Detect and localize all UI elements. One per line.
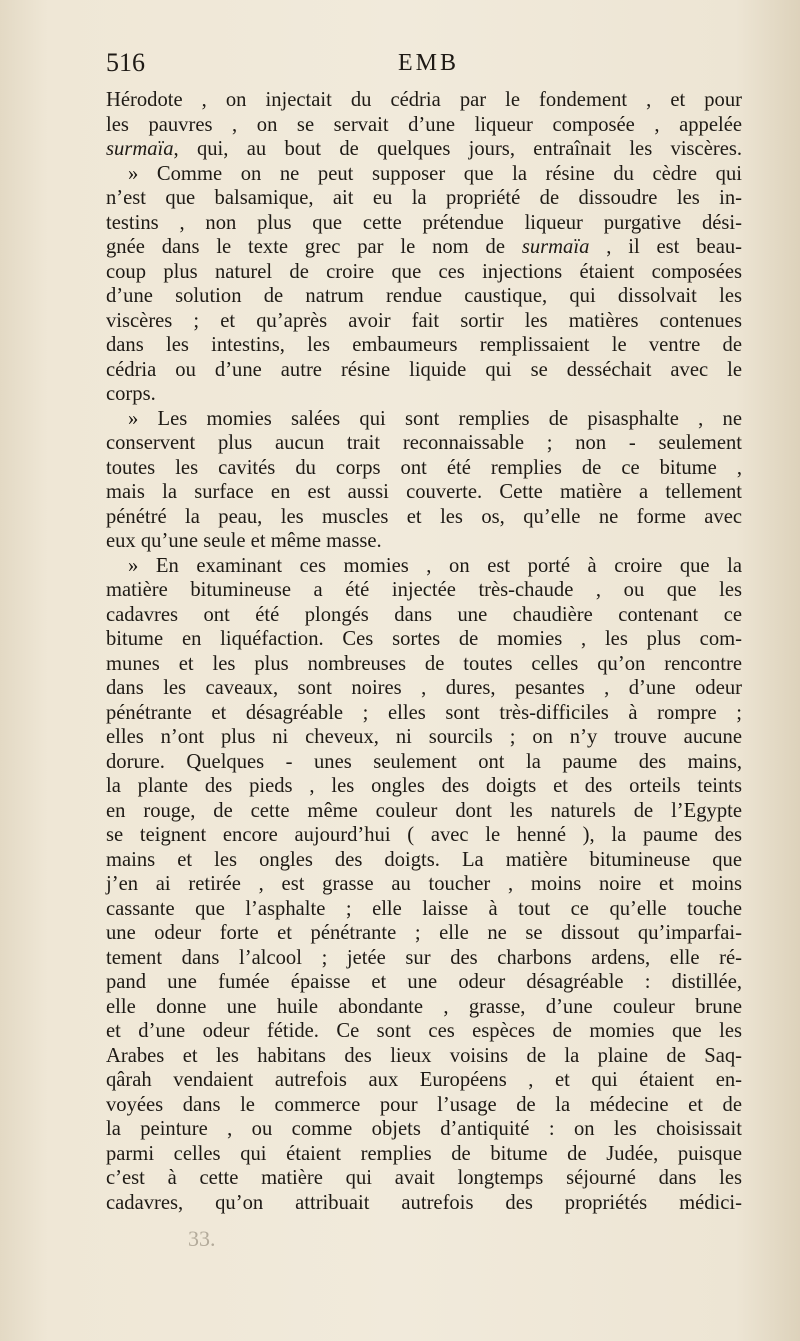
- text-line: voyées dans le commerce pour l’usage de la médecine et de: [106, 1093, 742, 1116]
- paragraph-end: corps.: [106, 383, 156, 405]
- text-line: mais la surface en est aussi couverte. Cette matière a tellement: [106, 481, 742, 503]
- text-line: Arabes et les habitans des lieux voisins de la plaine de Saq-: [106, 1044, 742, 1067]
- text-line: d’une solution de natrum rendue caustique, qui dissolvait les: [106, 285, 742, 307]
- text-line: conservent plus aucun trait reconnaissable ; non - seulement: [106, 432, 742, 454]
- text-line: tement dans l’alcool ; jetée sur des charbons ardens, elle ré-: [106, 946, 742, 969]
- text-line: coup plus naturel de croire que ces injections étaient composées: [106, 260, 742, 283]
- text-line: surmaïa, qui, au bout de quelques jours, entraînait les viscères.: [106, 138, 742, 160]
- text-line: la plante des pieds , les ongles des doigts et des orteils teints: [106, 775, 742, 797]
- text-line: c’est à cette matière qui avait longtemps séjourné dans les: [106, 1167, 742, 1189]
- text-line: mains et les ongles des doigts. La matière bitumineuse que: [106, 848, 742, 871]
- text-line: une odeur forte et pénétrante ; elle ne se dissout qu’imparfai-: [106, 922, 742, 944]
- text-line: les pauvres , on se servait d’une liqueur composée , appelée: [106, 113, 742, 136]
- text-line: toutes les cavités du corps ont été remplies de ce bitume ,: [106, 456, 742, 479]
- text-line: j’en ai retirée , est grasse au toucher , moins noire et moins: [106, 873, 742, 895]
- text-line: se teignent encore aujourd’hui ( avec le henné ), la paume des: [106, 824, 742, 846]
- text-line: pénétré la peau, les muscles et les os, qu’elle ne forme avec: [106, 505, 742, 528]
- text-line: dorure. Quelques - unes seulement ont la paume des mains,: [106, 750, 742, 773]
- text-line: n’est que balsamique, ait eu la propriété de dissoudre les in-: [106, 187, 742, 209]
- paragraph-end: eux qu’une seule et même masse.: [106, 530, 382, 552]
- text-line: testins , non plus que cette prétendue liqueur purgative dési-: [106, 211, 742, 234]
- text-line: cassante que l’asphalte ; elle laisse à tout ce qu’elle touche: [106, 897, 742, 920]
- text-line: elles n’ont plus ni cheveux, ni sourcils ; on n’y trouve aucune: [106, 726, 742, 748]
- text-line: matière bitumineuse a été injectée très-chaude , ou que les: [106, 579, 742, 601]
- page-header: [106, 48, 742, 84]
- text-line: dans les caveaux, sont noires , dures, pesantes , d’une odeur: [106, 677, 742, 699]
- text-line: cadavres ont été plongés dans une chaudière contenant ce: [106, 603, 742, 626]
- paragraph-start: » Comme on ne peut supposer que la résine du cèdre qui: [128, 162, 742, 185]
- text-line: parmi celles qui étaient remplies de bitume de Judée, puisque: [106, 1142, 742, 1165]
- text-line: viscères ; et qu’après avoir fait sortir les matières contenues: [106, 309, 742, 332]
- text-line: pénétrante et désagréable ; elles sont très-difficiles à rompre ;: [106, 701, 742, 724]
- text-line: et d’une odeur fétide. Ce sont ces espèces de momies que les: [106, 1020, 742, 1042]
- text-line: cadavres, qu’on attribuait autrefois des propriétés médici-: [106, 1191, 742, 1214]
- text-line: cédria ou d’une autre résine liquide qui se desséchait avec le: [106, 358, 742, 381]
- text-line: qârah vendaient autrefois aux Européens , et qui étaient en-: [106, 1069, 742, 1091]
- body-text: [106, 88, 742, 1215]
- text-line: Hérodote , on injectait du cédria par le fondement , et pour: [106, 89, 742, 111]
- text-line: bitume en liquéfaction. Ces sortes de momies , les plus com-: [106, 628, 742, 650]
- text-line: munes et les plus nombreuses de toutes celles qu’on rencontre: [106, 652, 742, 675]
- text-line: la peinture , ou comme objets d’antiquité : on les choisissait: [106, 1118, 742, 1140]
- paragraph-start: » Les momies salées qui sont remplies de pisasphalte , ne: [128, 407, 742, 430]
- page-number: 516: [106, 48, 145, 77]
- running-head: EMB: [398, 50, 460, 76]
- text-line: dans les intestins, les embaumeurs remplissaient le ventre de: [106, 334, 742, 356]
- text-line: elle donne une huile abondante , grasse, d’une couleur brune: [106, 995, 742, 1018]
- signature-mark: 33.: [188, 1226, 216, 1251]
- text-line: en rouge, de cette même couleur dont les naturels de l’Egypte: [106, 799, 742, 822]
- text-line: gnée dans le texte grec par le nom de surmaïa , il est beau-: [106, 236, 742, 258]
- paragraph-start: » En examinant ces momies , on est porté à croire que la: [128, 554, 742, 577]
- text-line: pand une fumée épaisse et une odeur désagréable : distillée,: [106, 971, 742, 993]
